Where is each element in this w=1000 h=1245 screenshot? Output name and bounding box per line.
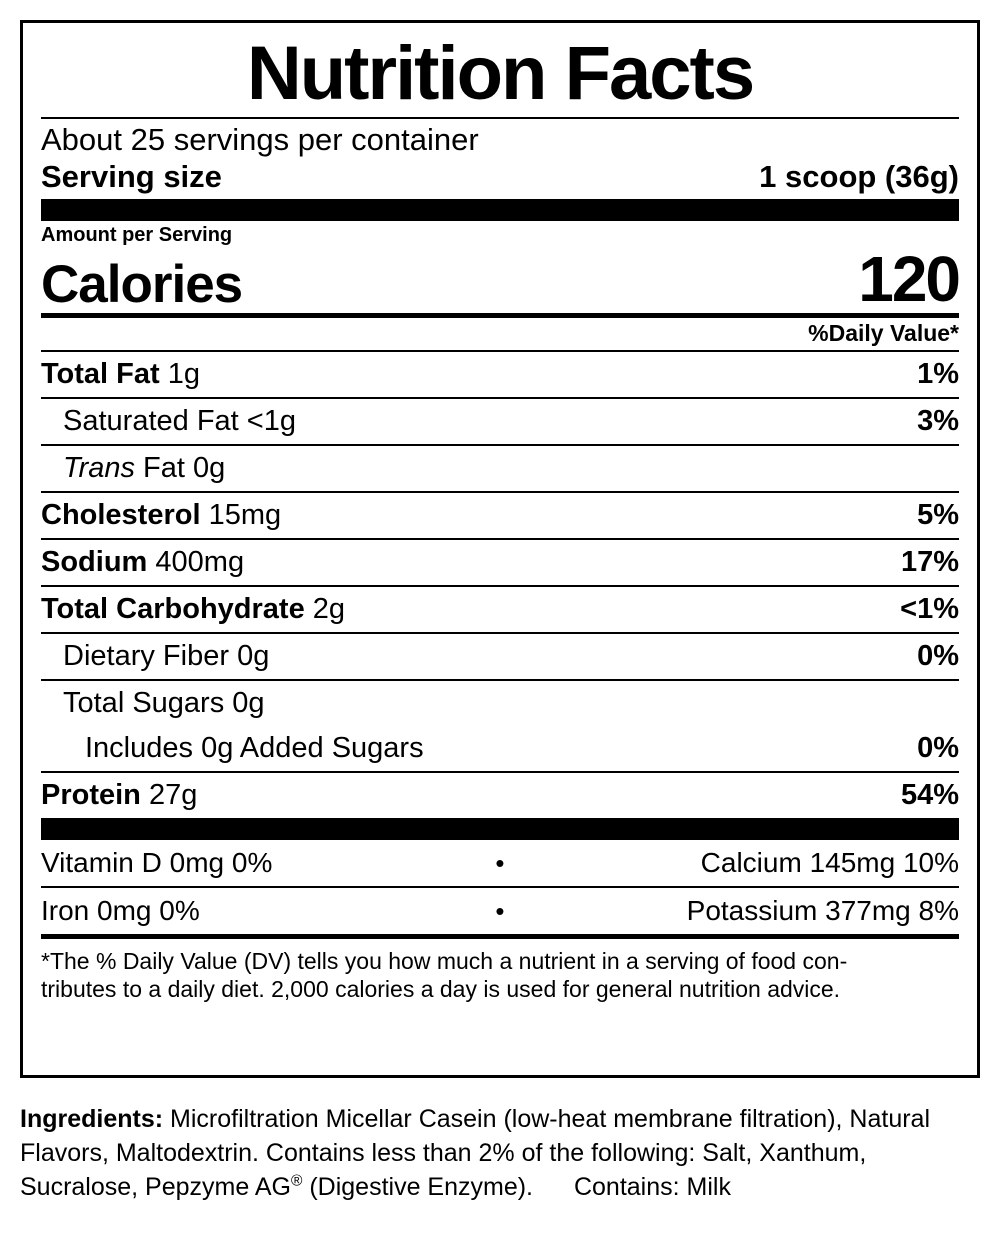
calories-row <box>41 243 959 316</box>
page-title: Nutrition Facts <box>246 31 754 116</box>
serving-size-value: 1 scoop (36g) <box>759 159 959 195</box>
nutrient-dv: 3% <box>917 405 959 438</box>
nutrient-name: Saturated Fat <box>63 405 239 438</box>
servings-per-container: About 25 servings per container <box>41 122 479 158</box>
nutrient-dv: 54% <box>900 779 959 812</box>
nutrient-dv: 0% <box>917 640 959 673</box>
calories-label: Calories <box>41 255 243 315</box>
daily-value-footnote <box>41 939 959 1003</box>
nutrient-dv: 0% <box>917 732 959 765</box>
vitamin-row-1 <box>41 840 959 886</box>
nutrient-row-trans-fat <box>41 446 959 491</box>
nutrient-row-protein <box>41 773 959 818</box>
nutrient-amount: <1g <box>246 405 296 438</box>
nutrition-facts-panel <box>20 20 980 1078</box>
calories-band-divider <box>41 199 959 221</box>
calories-value: 120 <box>858 243 959 316</box>
serving-size-row <box>41 158 959 199</box>
nutrient-dv: 17% <box>900 546 959 579</box>
daily-value-header: %Daily Value* <box>808 320 959 347</box>
vitamins-band-divider <box>41 818 959 840</box>
bullet-icon: • <box>495 848 505 879</box>
iron-value: Iron 0mg 0% <box>41 895 200 927</box>
nutrient-name: Sodium <box>41 546 148 579</box>
nutrient-name: Protein <box>41 779 141 812</box>
nutrient-name: Dietary Fiber <box>63 640 229 673</box>
nutrient-amount: 15mg <box>208 499 282 532</box>
vitamin-row-2 <box>41 888 959 934</box>
nutrient-amount: 0g <box>232 687 265 720</box>
amount-per-serving-label: Amount per Serving <box>41 224 233 247</box>
nutrient-dv: 1% <box>917 358 959 391</box>
ingredients-line-1: Microfiltration Micellar Casein (low-heat membrane filtration), <box>170 1105 843 1133</box>
vitamin-d-value: Vitamin D 0mg 0% <box>41 847 273 879</box>
nutrient-name: Trans <box>63 452 135 485</box>
nutrient-dv: <1% <box>900 593 959 626</box>
nutrient-name: Includes 0g Added Sugars <box>85 732 424 765</box>
nutrient-row-sodium <box>41 540 959 585</box>
registered-trademark-icon: ® <box>290 1172 303 1190</box>
ingredients-line-3b: (Digestive Enzyme). <box>302 1172 534 1201</box>
ingredients-block <box>20 1103 980 1204</box>
potassium-value: Potassium 377mg 8% <box>686 895 959 927</box>
nutrient-amount: 27g <box>148 779 198 812</box>
nutrient-name: Total Fat <box>41 358 160 391</box>
nutrient-row-total-fat <box>41 352 959 397</box>
nutrient-name: Total Carbohydrate <box>41 593 305 626</box>
nutrient-amount: 1g <box>167 358 201 391</box>
nutrient-row-dietary-fiber <box>41 634 959 679</box>
bullet-icon: • <box>495 896 505 927</box>
nutrient-dv: 5% <box>917 499 959 532</box>
serving-size-label: Serving size <box>41 159 222 195</box>
nutrient-name: Total Sugars <box>63 687 225 720</box>
calcium-value: Calcium 145mg 10% <box>700 847 959 879</box>
footnote-line-2: tributes to a daily diet. 2,000 calories a day is used for general nutrition advice. <box>41 976 841 1003</box>
nutrient-amount: Fat 0g <box>143 452 226 485</box>
nutrient-row-added-sugars <box>41 726 959 771</box>
nutrient-row-total-sugars <box>41 681 959 726</box>
ingredients-line-2: Natural Flavors, Maltodextrin. Contains less than 2% of the following: Salt, <box>20 1105 931 1167</box>
nutrient-name: Cholesterol <box>41 499 201 532</box>
nutrient-amount: 400mg <box>155 546 245 579</box>
nutrient-row-saturated-fat <box>41 399 959 444</box>
ingredients-line-3a: Xanthum, Sucralose, Pepzyme AG <box>20 1138 867 1201</box>
nutrient-amount: 0g <box>237 640 270 673</box>
nutrient-amount: 2g <box>312 593 346 626</box>
ingredients-heading: Ingredients: <box>20 1105 164 1133</box>
nutrient-row-cholesterol <box>41 493 959 538</box>
allergen-contains-statement: Contains: Milk <box>573 1172 731 1201</box>
nutrient-row-total-carbohydrate <box>41 587 959 632</box>
footnote-line-1: *The % Daily Value (DV) tells you how much a nutrient in a serving of food con- <box>41 948 848 975</box>
